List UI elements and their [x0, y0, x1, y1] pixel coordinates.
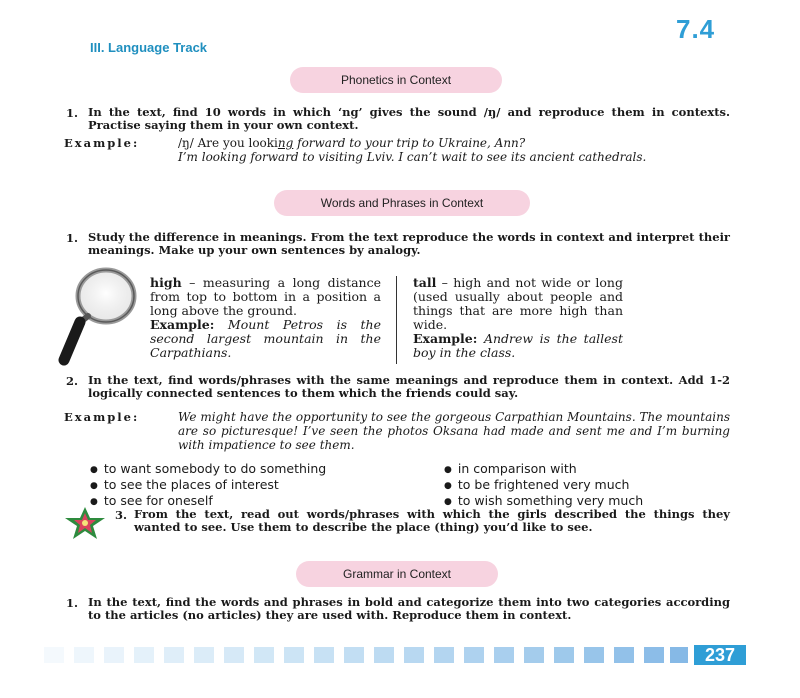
- footer-square: [104, 647, 124, 663]
- tall-example-label: Example:: [413, 331, 478, 346]
- footer-square: [494, 647, 514, 663]
- footer-square: [434, 647, 454, 663]
- task-number: 1.: [66, 106, 79, 120]
- words-task2-text: In the text, find words/phrases with the same meanings and reproduce them in context. Add 1-2 logically connected sentences to them which the friends could say.: [88, 373, 730, 400]
- bullet-list-left: [90, 462, 326, 510]
- grammar-task-text: In the text, find the words and phrases in bold and categorize them into two categories according to the articles (no articles) they are used with. Reproduce them in context.: [88, 595, 730, 622]
- words-heading-label: Words and Phrases in Context: [320, 196, 484, 210]
- tall-example-text: Andrew is the tallest boy in the class.: [413, 331, 623, 360]
- footer-square: [464, 647, 484, 663]
- example-ng-highlight: ng: [277, 136, 294, 150]
- example-line1-pre: /ŋ/ Are you looki: [178, 136, 278, 150]
- list-item: ● to see the places of interest: [90, 478, 326, 494]
- high-example-label: Example:: [150, 317, 215, 332]
- footer-square: [134, 647, 154, 663]
- chapter-mark-text: 7.4: [676, 14, 716, 44]
- example-line1-post: forward to your trip to Ukraine, Ann?: [293, 136, 526, 150]
- footer-square: [670, 647, 688, 663]
- magnifying-glass-icon: [58, 266, 140, 366]
- footer-square: [524, 647, 544, 663]
- example-line2: I’m looking forward to visiting Lviv. I can’t wait to see its ancient cathedrals.: [178, 150, 647, 164]
- example-label: Example:: [64, 136, 140, 150]
- footer-square: [74, 647, 94, 663]
- task-number: 1.: [66, 231, 79, 245]
- footer-square: [644, 647, 664, 663]
- footer-square: [194, 647, 214, 663]
- page-number-text: 237: [704, 644, 736, 665]
- footer-square: [44, 647, 64, 663]
- bullet-list-right: [444, 462, 643, 510]
- footer-square: [284, 647, 304, 663]
- words-task2-example: We might have the opportunity to see the gorgeous Carpathian Mountains. The mountains are so picturesque! I’ve seen the photos Oksana had made and sent me and I’m burning with impatience to see them.: [178, 410, 730, 452]
- words-heading: [274, 190, 530, 216]
- phonetics-example: [178, 136, 730, 164]
- phonetics-heading: [290, 67, 502, 93]
- task-number: 2.: [66, 374, 79, 388]
- task-number: 3.: [115, 508, 128, 522]
- example-label: Example:: [64, 410, 140, 424]
- section-title: III. Language Track: [90, 40, 208, 55]
- list-item: ● to want somebody to do something: [90, 462, 326, 478]
- list-item: ● to be frightened very much: [444, 478, 643, 494]
- phonetics-heading-label: Phonetics in Context: [340, 73, 452, 87]
- tall-definition-text: – high and not wide or long (used usually about people and things that are more high than wide.: [413, 275, 623, 332]
- tall-definition: [413, 276, 623, 360]
- footer-square: [404, 647, 424, 663]
- footer-square: [584, 647, 604, 663]
- grammar-heading: [296, 561, 498, 587]
- page-number: [694, 645, 746, 665]
- high-definition-text: – measuring a long distance from top to bottom in a position a long above the ground.: [150, 275, 381, 318]
- tall-word: tall: [413, 275, 437, 290]
- footer-square: [554, 647, 574, 663]
- footer-square: [374, 647, 394, 663]
- high-word: high: [150, 275, 182, 290]
- list-item: ● to see for oneself: [90, 494, 326, 510]
- footer-square: [614, 647, 634, 663]
- grammar-heading-label: Grammar in Context: [342, 567, 452, 581]
- footer-square: [344, 647, 364, 663]
- words-task3-text: From the text, read out words/phrases with which the girls described the things they wanted to see. Use them to describe the place (thing) you’d like to see.: [134, 507, 730, 534]
- words-task1-text: Study the difference in meanings. From the text reproduce the words in context and interpret their meanings. Make up your own sentences by analogy.: [88, 230, 730, 257]
- footer-square: [164, 647, 184, 663]
- high-definition: [150, 276, 381, 360]
- star-icon: [64, 506, 106, 540]
- column-divider: [396, 276, 397, 364]
- footer-square: [314, 647, 334, 663]
- high-example-text: Mount Petros is the second largest mountain in the Carpathians.: [150, 317, 381, 360]
- phonetics-task-text: In the text, find 10 words in which ‘ng’ gives the sound /ŋ/ and reproduce them in contexts. Practise saying them in your own context.: [88, 105, 730, 132]
- list-item: ● to wish something very much: [444, 494, 643, 510]
- footer-square: [224, 647, 244, 663]
- task-number: 1.: [66, 596, 79, 610]
- list-item: ● in comparison with: [444, 462, 643, 478]
- footer-square: [254, 647, 274, 663]
- chapter-mark: [676, 14, 715, 45]
